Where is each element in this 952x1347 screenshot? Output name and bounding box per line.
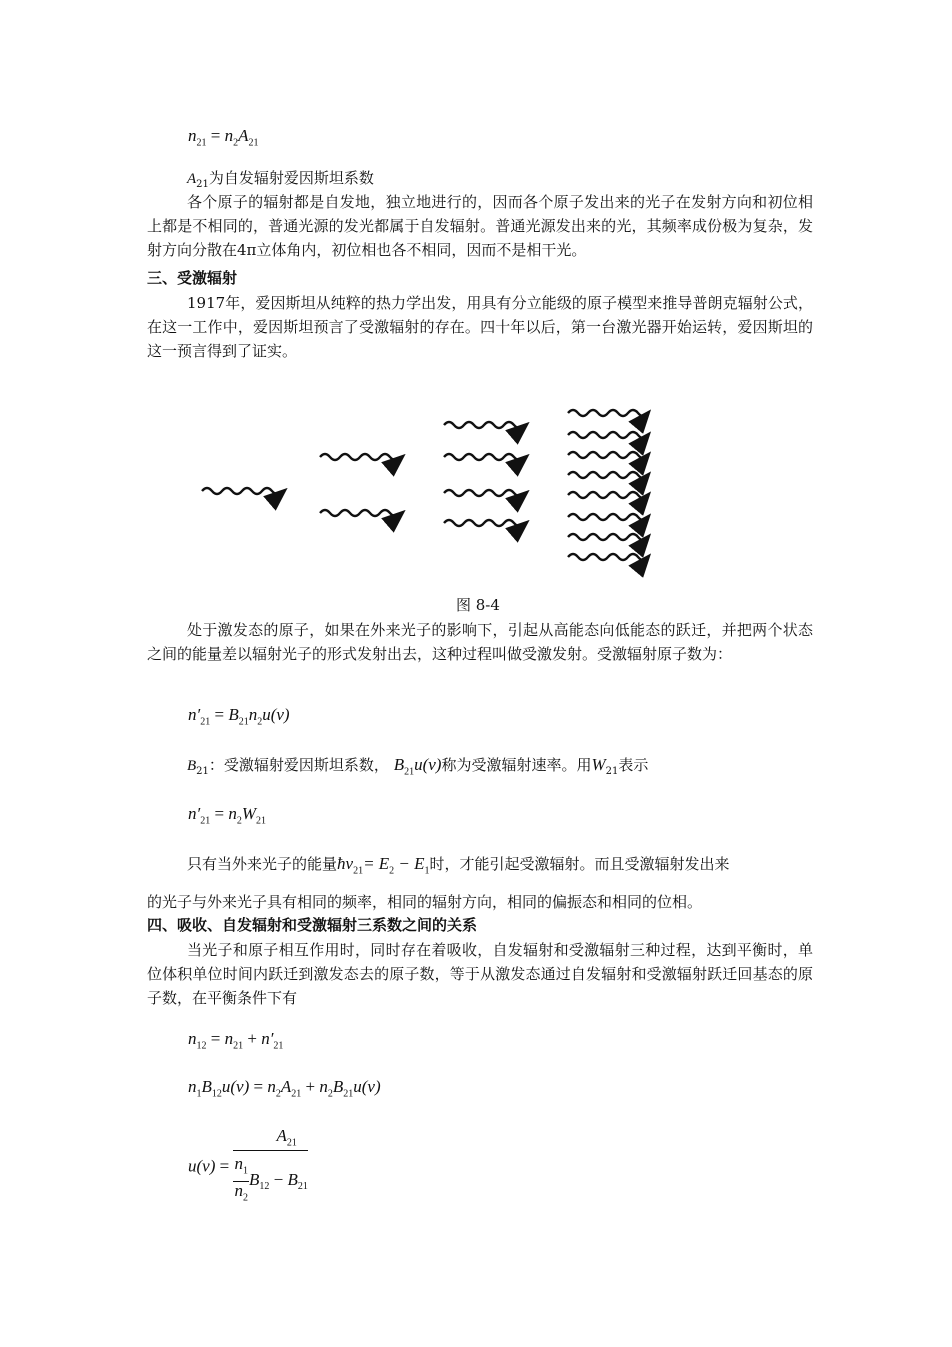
photon-quad-4	[444, 520, 526, 526]
figure-stimulated-emission	[190, 395, 670, 580]
equation-stimulated-count: $n'_{21} = B_{21}n_2u(\nu)$	[188, 705, 290, 728]
photon-oct-5	[568, 492, 648, 498]
photon-pair-1	[320, 454, 402, 460]
photon-oct-7	[568, 534, 648, 540]
fraction-energy-density: $A_{21}$ $\frac{n_1}{n_2}$ $B_{12} - B_{21}$	[234, 1126, 308, 1204]
figure-caption: 图 8-4	[456, 596, 500, 614]
b21-definition: $B_{21}$：受激辐射爱因斯坦系数， $B_{21}u(\nu)$称为受激辐射速率。用$W_{21}$表示	[187, 755, 649, 778]
a21-definition: $A_{21}$为自发辐射爱因斯坦系数	[187, 169, 374, 190]
energy-condition-line-2: 的光子与外来光子具有相同的频率，相同的辐射方向，相同的偏振态和相同的位相。	[147, 893, 703, 911]
paragraph-spontaneous-emission: 各个原子的辐射都是自发地，独立地进行的，因而各个原子发出来的光子在发射方向和初位相上都是不相同的，普通光源的发光都属于自发辐射。普通光源发出来的光，其频率成份极为复杂，发射方向分散在4π立体角内，初位相也各不相同，因而不是相干光。	[147, 193, 813, 259]
equation-rate-balance: $n_1B_{12}u(\nu) = n_2A_{21} + n_2B_{21}u(\nu)$	[188, 1077, 381, 1100]
photon-quad-3	[444, 490, 526, 496]
photon-oct-4	[568, 472, 648, 478]
photon-oct-8	[568, 554, 648, 560]
photon-oct-2	[568, 432, 648, 438]
section-heading-coefficients: 四、吸收、自发辐射和受激辐射三系数之间的关系	[147, 916, 478, 934]
energy-condition-line: 只有当外来光子的能量$ħ\nu_{21}= E_2 - E_1$时，才能引起受激辐射。而且受激辐射发出来	[187, 854, 730, 877]
paragraph-stimulated-definition: 处于激发态的原子，如果在外来光子的影响下，引起从高能态向低能态的跃迁，并把两个状态之间的能量差以辐射光子的形式发射出去，这种过程叫做受激发射。受激辐射原子数为：	[147, 621, 813, 663]
equation-balance: $n_{12} = n_{21} + n'_{21}$	[188, 1029, 284, 1052]
photon-oct-3	[568, 452, 648, 458]
photon-quad-1	[444, 422, 526, 428]
equation-spontaneous-count: $n_{21} = n_2A_{21}$	[188, 126, 259, 149]
photon-oct-6	[568, 514, 648, 520]
equation-stimulated-rate: $n'_{21} = n_2W_{21}$	[188, 804, 266, 827]
paragraph-einstein-history: 1917年，爱因斯坦从纯粹的热力学出发，用具有分立能级的原子模型来推导普朗克辐射公式，在这一工作中，爱因斯坦预言了受激辐射的存在。四十年以后，第一台激光器开始运转，爱因斯坦的这一预言得到了证实。	[147, 294, 813, 360]
photon-incident	[202, 488, 284, 494]
equation-energy-density: u(ν) = $A_{21}$ $\frac{n_1}{n_2}$ $B_{12} - B_{21}$	[188, 1126, 308, 1207]
section-heading-stimulated: 三、受激辐射	[147, 269, 238, 287]
photon-oct-1	[568, 410, 648, 416]
photon-pair-2	[320, 510, 402, 516]
photon-quad-2	[444, 454, 526, 460]
paragraph-equilibrium: 当光子和原子相互作用时，同时存在着吸收，自发辐射和受激辐射三种过程，达到平衡时，单位体积单位时间内跃迁到激发态去的原子数，等于从激发态通过自发辐射和受激辐射跃迁回基态的原子数，在平衡条件下有	[147, 941, 813, 1007]
